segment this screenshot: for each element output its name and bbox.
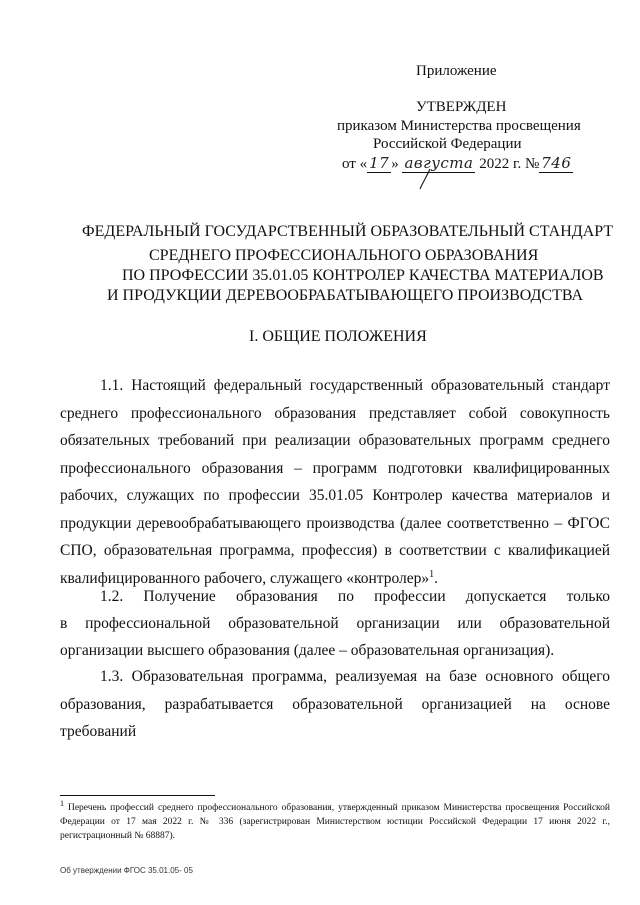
section-heading: I. ОБЩИЕ ПОЛОЖЕНИЯ xyxy=(249,328,427,345)
order-line-2: Российской Федерации xyxy=(373,136,522,152)
paragraph-1-2-line-3: организации высшего образования (далее – образовательная организация). xyxy=(60,642,555,659)
paragraph-1-2-line-2: в профессиональной образовательной организации или образовательной xyxy=(60,615,610,632)
paragraph-1-1 xyxy=(60,372,610,592)
appendix-label: Приложение xyxy=(416,63,497,79)
approved-label: УТВЕРЖДЕН xyxy=(416,99,507,115)
order-line-1: приказом Министерства просвещения xyxy=(337,118,581,134)
title-line-2: СРЕДНЕГО ПРОФЕССИОНАЛЬНОГО ОБРАЗОВАНИЯ xyxy=(149,247,539,264)
order-day: 17 xyxy=(369,154,390,172)
footnote-marker: 1 xyxy=(60,798,64,808)
title-line-4: И ПРОДУКЦИИ ДЕРЕВООБРАБАТЫВАЮЩЕГО ПРОИЗВОДСТВА xyxy=(107,287,584,304)
paragraph-1-1-end: . xyxy=(434,569,439,587)
footnote-ref: 1 xyxy=(429,568,435,580)
date-prefix: от « xyxy=(342,156,368,172)
handwriting-stroke xyxy=(418,168,432,190)
order-year: 2022 г. № xyxy=(479,156,540,172)
footnote-rule xyxy=(60,795,215,796)
paragraph-1-1-text: 1.1. Настоящий федеральный государственный образовательный стандарт среднего профессионального образования представляет собой совокупность обязательных требований при реализации образовательных программ среднего профессионального образования – программ подготовки квалифицированных рабочих, служащих по профессии 35.01.05 Контролер качества материалов и продукции деревообрабатывающего производства (далее соответственно – ФГОС СПО, образовательная программа, профессия) в соответствии с квалификацией квалифицированного рабочего, служащего «контролер» xyxy=(60,377,610,587)
document-footer: Об утверждении ФГОС 35.01.05- 05 xyxy=(60,866,193,875)
paragraph-1-2-line-1: 1.2. Получение образования по профессии допускается только xyxy=(100,588,610,605)
title-line-3: ПО ПРОФЕССИИ 35.01.05 КОНТРОЛЕР КАЧЕСТВА МАТЕРИАЛОВ xyxy=(122,267,604,284)
order-month: августа xyxy=(404,154,474,172)
paragraph-1-3: 1.3. Образовательная программа, реализуемая на базе основного общего образования, разрабатывается образовательной организацией на основе требований xyxy=(60,668,610,740)
date-mid: » xyxy=(391,156,399,172)
footnote xyxy=(60,798,611,843)
footnote-text: Перечень профессий среднего профессионального образования, утвержденный приказом Министерства просвещения Российской Федерации от 17 мая 2022 г. № 336 (зарегистрирован Министерством юстиции Российской Федерации 17 июня 2022 г., регистрационный № 68887). xyxy=(60,803,611,841)
order-date-line xyxy=(342,154,573,174)
order-number: 746 xyxy=(541,154,572,172)
title-line-1: ФЕДЕРАЛЬНЫЙ ГОСУДАРСТВЕННЫЙ ОБРАЗОВАТЕЛЬНЫЙ СТАНДАРТ xyxy=(82,223,614,240)
